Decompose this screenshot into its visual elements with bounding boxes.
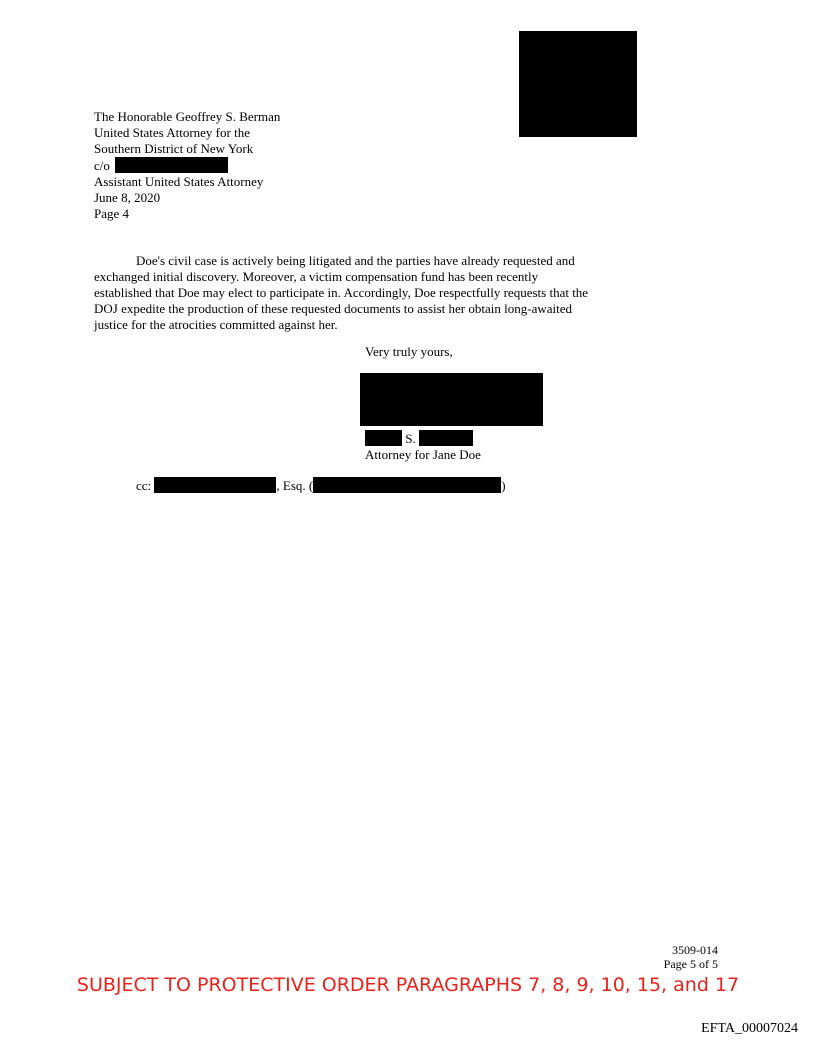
body-line-1: Doe's civil case is actively being litigated and the parties have already requested and [136, 253, 575, 268]
closing: Very truly yours, [365, 344, 453, 359]
body-line-2: exchanged initial discovery. Moreover, a victim compensation fund has been recently [94, 269, 539, 284]
address-care-of-line [94, 157, 280, 174]
address-line-2: United States Attorney for the [94, 125, 250, 140]
redaction-care-of-name [115, 157, 228, 173]
signer-title: Attorney for Jane Doe [365, 447, 481, 462]
protective-order-notice: SUBJECT TO PROTECTIVE ORDER PARAGRAPHS 7, 8, 9, 10, 15, and 17 [76, 974, 740, 996]
cc-close-paren: ) [501, 478, 506, 493]
address-line-5: Assistant United States Attorney [94, 174, 264, 189]
body-paragraph [94, 253, 654, 333]
cc-prefix: cc: [136, 478, 152, 493]
signer-name-line [365, 430, 473, 447]
address-line-1: The Honorable Geoffrey S. Berman [94, 109, 281, 124]
signer-middle-initial: S. [405, 431, 416, 446]
page-of-label: Page 5 of 5 [663, 957, 718, 971]
redaction-cc-name [154, 477, 276, 493]
redaction-signature [360, 373, 543, 426]
redaction-signer-first-name [365, 430, 402, 446]
bates-number: EFTA_00007024 [701, 1021, 798, 1036]
address-line-3: Southern District of New York [94, 141, 254, 156]
body-line-3: established that Doe may elect to participate in. Accordingly, Doe respectfully requests that the [94, 285, 589, 300]
letter-date: June 8, 2020 [94, 190, 161, 205]
exhibit-number: 3509-014 [672, 943, 718, 957]
body-line-5: justice for the atrocities committed against her. [94, 317, 338, 332]
cc-line [136, 477, 506, 494]
redaction-letterhead [519, 31, 637, 137]
cc-esq: , Esq. ( [276, 478, 314, 493]
body-line-4: DOJ expedite the production of these requested documents to assist her obtain long-awaited [94, 301, 572, 316]
redaction-signer-last-name [419, 430, 473, 446]
care-of-prefix: c/o [94, 158, 110, 173]
letter-page-label: Page 4 [94, 206, 130, 221]
address-block [94, 109, 280, 222]
redaction-cc-firm [313, 477, 501, 493]
